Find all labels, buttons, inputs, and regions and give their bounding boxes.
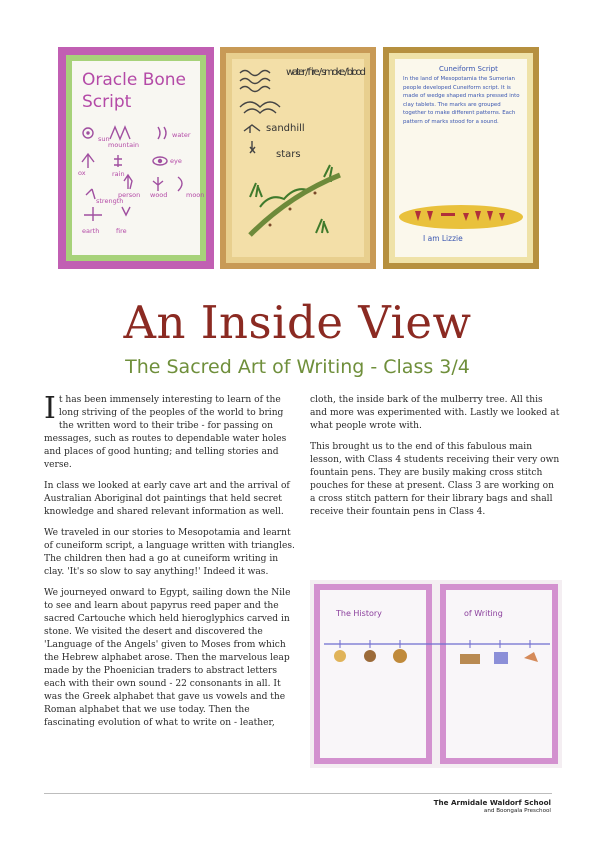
oracle-label-rain: rain xyxy=(112,170,125,178)
cuneiform-drawing xyxy=(383,47,539,269)
history-of-writing-drawing xyxy=(310,580,562,768)
oracle-label-strength: strength xyxy=(96,197,124,205)
book-right-title: of Writing xyxy=(464,609,503,618)
article-right-column xyxy=(310,394,562,527)
oracle-label-fire: fire xyxy=(116,227,127,235)
oracle-label-moon: moon xyxy=(186,191,205,199)
symbols-label-elements: water / fire / smoke / blood xyxy=(286,67,366,78)
page-subtitle: The Sacred Art of Writing - Class 3/4 xyxy=(125,356,470,378)
oracle-label-sun: sun xyxy=(98,135,110,143)
oracle-label-wood: wood xyxy=(150,191,168,199)
school-name: The Armidale Waldorf School xyxy=(433,798,551,807)
paragraph-1-text: t has been immensely interesting to learn of the long striving of the peoples of the world to bring the written word to their tribe - for passing on messages, such as routes to dependable water holes and places of good hunting; and telling stories and verse. xyxy=(44,395,287,470)
oracle-label-mountain: mountain xyxy=(108,141,140,149)
oracle-title-line1: Oracle Bone xyxy=(82,70,187,90)
paragraph-2: In class we looked at early cave art and the arrival of Australian Aboriginal dot paintings that held secret knowledge and shared relevant information as well. xyxy=(44,481,290,517)
oracle-label-person: person xyxy=(118,191,141,199)
cuneiform-title: Cuneiform Script xyxy=(439,65,498,73)
paragraph-3: We traveled in our stories to Mesopotamia and learnt of cuneiform script, a language written with triangles. The children then had a go at cuneiform writing in clay. 'It's so slow to say anything!' Indeed it was. xyxy=(44,528,295,577)
oracle-label-eye: eye xyxy=(170,157,182,165)
page-title: An Inside View xyxy=(123,296,472,349)
article-left-column xyxy=(44,391,301,738)
cuneiform-signature: I am Lizzie xyxy=(423,234,463,243)
drop-cap: I xyxy=(44,391,56,426)
footer-divider xyxy=(44,793,552,794)
oracle-label-ox: ox xyxy=(78,169,86,177)
book-left-title: The History xyxy=(336,609,382,618)
oracle-label-earth: earth xyxy=(82,227,100,235)
oracle-bone-drawing xyxy=(58,47,214,269)
preschool-name: and Boongala Preschool xyxy=(483,808,551,814)
cuneiform-text: In the land of Mesopotamia the Sumerian people developed Cuneiform script. It is made of wedge shaped marks pressed into clay tablets. The marks are grouped together to make different patterns. Each pattern of marks stood for a sound. xyxy=(403,76,520,125)
oracle-title-line2: Script xyxy=(82,92,132,112)
oracle-label-water: water xyxy=(172,131,191,139)
symbols-drawing xyxy=(220,47,376,269)
paragraph-6: This brought us to the end of this fabulous main lesson, with Class 4 students receiving their very own fountain pens. They are busily making cross stitch pouches for these at present. Class 3 are working on a cross stitch pattern for their library bags and shall receive their fountain pens in Class 4. xyxy=(310,442,560,517)
paragraph-4: We journeyed onward to Egypt, sailing down the Nile to see and learn about papyrus reed paper and the sacred Cartouche which held hieroglyphics carved in stone. We visited the desert and discovered the 'Language of the Angels' given to Moses from which the Hebrew alphabet arose. Then the marvelous leap made by the Phoenician traders to abstract letters each with their own sound - 22 consonants in all. It was the Greek alphabet that gave us vowels and the Roman alphabet that we use today. Then the fascinating evolution of what to write on - leather, xyxy=(44,588,291,728)
paragraph-5: cloth, the inside bark of the mulberry tree. All this and more was experimented with. Lastly we looked at what people wrote with. xyxy=(310,395,560,431)
paragraph-1 xyxy=(44,391,301,472)
symbols-label-stars: stars xyxy=(276,149,301,160)
symbols-label-sandhill: sandhill xyxy=(266,123,305,134)
